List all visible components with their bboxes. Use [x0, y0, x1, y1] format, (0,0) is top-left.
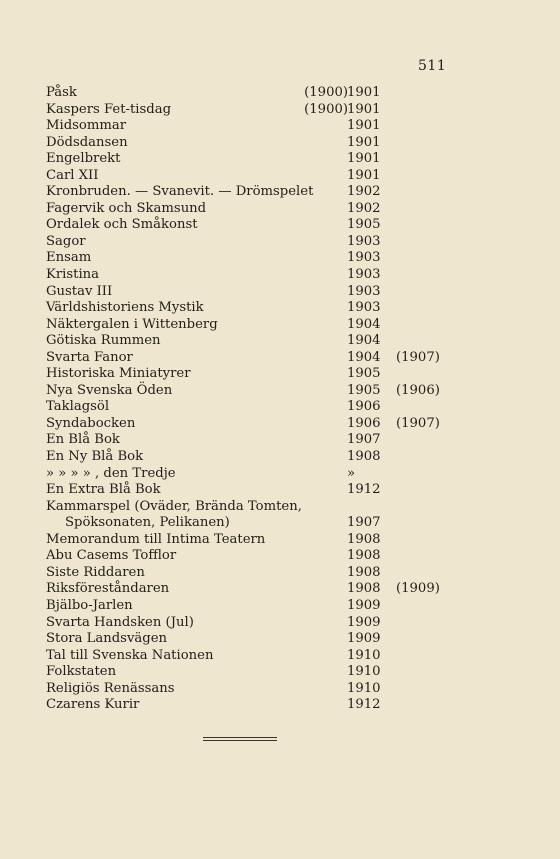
list-item [0, 615, 560, 632]
entry-title: Påsk [46, 85, 77, 100]
entry-title: Kristina [46, 267, 100, 283]
entry-year: 1908 [347, 531, 381, 547]
entry-year: 1910 [347, 647, 381, 663]
closing-rule-lower [203, 740, 277, 741]
entry-title: » » » » , den Tredje [46, 465, 176, 481]
entry-year: 1904 [347, 316, 381, 332]
list-item [0, 697, 560, 714]
entry-year: 1908 [347, 564, 381, 580]
entry-year: 1903 [347, 300, 381, 316]
entry-title: Svarta Handsken (Jul) [46, 614, 194, 630]
entry-title: Dödsdansen [46, 134, 128, 150]
list-item [0, 598, 560, 615]
entry-year: 1901 [347, 118, 381, 134]
entry-year: 1908 [347, 449, 381, 465]
entry-title: Taklagsöl [46, 399, 110, 415]
list-item [0, 399, 560, 416]
entry-later-year: (1906) [396, 382, 440, 398]
entry-year: 1906 [347, 399, 381, 415]
list-item [0, 681, 560, 698]
list-item [0, 466, 560, 483]
entry-title: Sagor [46, 233, 86, 249]
entry-title: Fagervik och Skamsund [46, 200, 207, 216]
entry-title: Syndabocken [46, 415, 136, 431]
list-item [0, 565, 560, 582]
list-item [0, 366, 560, 383]
entry-year: 1905 [347, 366, 381, 382]
entry-year: 1906 [347, 415, 381, 431]
entry-title: Nya Svenska Öden [46, 382, 173, 398]
entry-year: 1903 [347, 267, 381, 283]
page-number: 511 [418, 58, 447, 74]
entry-title: Siste Riddaren [46, 564, 145, 580]
entry-earlier-year: (1900) [304, 101, 348, 117]
entry-year: 1910 [347, 680, 381, 696]
entry-year: 1904 [347, 333, 381, 349]
list-item [0, 217, 560, 234]
list-item [0, 118, 560, 135]
list-item [0, 515, 560, 532]
entry-title: Carl XII [46, 167, 99, 183]
entry-year: 1912 [347, 697, 381, 713]
list-item [0, 250, 560, 267]
entry-title: Memorandum till Intima Teatern [46, 531, 266, 547]
list-item [0, 631, 560, 648]
entry-year: 1907 [347, 515, 381, 531]
list-item [0, 432, 560, 449]
list-item [0, 499, 560, 516]
list-item [0, 85, 560, 102]
entry-year: 1901 [347, 151, 381, 167]
list-item [0, 383, 560, 400]
list-item [0, 581, 560, 598]
entry-title: Tal till Svenska Nationen [46, 647, 214, 663]
entry-title: Engelbrekt [46, 151, 121, 167]
entry-year: » [347, 465, 356, 481]
list-item [0, 482, 560, 499]
entry-title: Kronbruden. — Svanevit. — Drömspelet [46, 184, 314, 200]
entry-year: 1905 [347, 382, 381, 398]
entry-later-year: (1907) [396, 349, 440, 365]
list-item [0, 416, 560, 433]
entry-year: 1901 [347, 167, 381, 183]
list-item [0, 350, 560, 367]
entry-title: Kaspers Fet-tisdag [46, 101, 172, 117]
list-item [0, 300, 560, 317]
entry-title: Världshistoriens Mystik [46, 300, 204, 316]
entry-title: Abu Casems Tofflor [46, 548, 177, 564]
entry-year: 1901 [347, 101, 381, 117]
list-item [0, 102, 560, 119]
entry-title: Spöksonaten, Pelikanen) [65, 515, 230, 531]
entry-title: En Blå Bok [46, 432, 120, 448]
entry-year: 1905 [347, 217, 381, 233]
list-item [0, 135, 560, 152]
entry-later-year: (1907) [396, 415, 440, 431]
entry-title: Götiska Rummen [46, 333, 161, 349]
entry-title: Folkstaten [46, 664, 117, 680]
entry-title: Stora Landsvägen [46, 631, 168, 647]
entry-year: 1902 [347, 200, 381, 216]
entry-year: 1907 [347, 432, 381, 448]
list-item [0, 532, 560, 549]
list-item [0, 267, 560, 284]
entry-title: Ordalek och Småkonst [46, 217, 198, 233]
entry-title: En Ny Blå Bok [46, 449, 144, 465]
entry-year: 1903 [347, 233, 381, 249]
entry-title: Czarens Kurir [46, 697, 140, 713]
list-item [0, 317, 560, 334]
entry-year: 1910 [347, 664, 381, 680]
list-item [0, 284, 560, 301]
entry-title: En Extra Blå Bok [46, 482, 161, 498]
list-item [0, 201, 560, 218]
list-item [0, 184, 560, 201]
list-item [0, 168, 560, 185]
entry-title: Bjälbo-Jarlen [46, 597, 133, 613]
entry-year: 1902 [347, 184, 381, 200]
entry-year: 1901 [347, 85, 381, 100]
list-item [0, 333, 560, 350]
entry-earlier-year: (1900) [304, 85, 348, 100]
bibliography-list [0, 85, 560, 714]
closing-rule [203, 737, 277, 738]
list-item [0, 151, 560, 168]
list-item [0, 449, 560, 466]
entry-year: 1901 [347, 134, 381, 150]
entry-title: Religiös Renässans [46, 680, 175, 696]
entry-title: Historiska Miniatyrer [46, 366, 191, 382]
list-item [0, 648, 560, 665]
entry-later-year: (1909) [396, 581, 440, 597]
entry-title: Kammarspel (Oväder, Brända Tomten, [46, 498, 302, 514]
entry-year: 1903 [347, 283, 381, 299]
entry-title: Ensam [46, 250, 92, 266]
entry-year: 1903 [347, 250, 381, 266]
entry-year: 1912 [347, 482, 381, 498]
entry-year: 1909 [347, 597, 381, 613]
list-item [0, 664, 560, 681]
entry-title: Gustav III [46, 283, 113, 299]
entry-year: 1909 [347, 614, 381, 630]
entry-title: Riksföreståndaren [46, 581, 170, 597]
entry-year: 1904 [347, 349, 381, 365]
entry-year: 1909 [347, 631, 381, 647]
entry-year: 1908 [347, 548, 381, 564]
list-item [0, 548, 560, 565]
entry-title: Näktergalen i Wittenberg [46, 316, 218, 332]
entry-title: Svarta Fanor [46, 349, 133, 365]
entry-title: Midsommar [46, 118, 127, 134]
list-item [0, 234, 560, 251]
entry-year: 1908 [347, 581, 381, 597]
